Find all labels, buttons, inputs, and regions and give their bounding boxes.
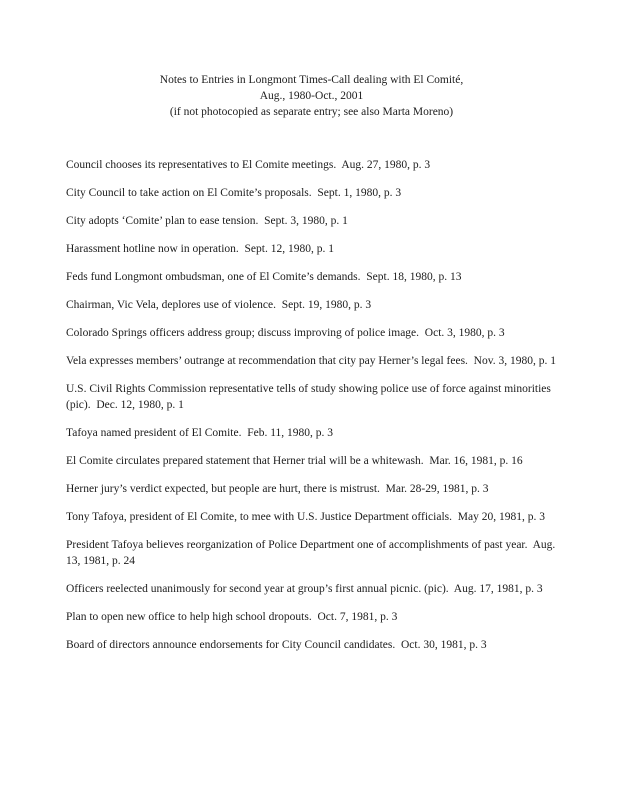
entry: President Tafoya believes reorganization of Police Department one of accomplishments of past year. Aug. 13, 1981, p. 24: [66, 538, 559, 567]
entry: Council chooses its representatives to El Comite meetings. Aug. 27, 1980, p. 3: [66, 159, 431, 172]
entry: Harassment hotline now in operation. Sept. 12, 1980, p. 1: [66, 243, 334, 256]
entry: Tafoya named president of El Comite. Feb. 11, 1980, p. 3: [66, 427, 334, 440]
document-title: [61, 73, 562, 120]
title-line-2: Aug., 1980-Oct., 2001: [259, 89, 364, 102]
entry: Colorado Springs officers address group; discuss improving of police image. Oct. 3, 1980, p. 3: [66, 327, 505, 340]
title-line-1: Notes to Entries in Longmont Times-Call dealing with El Comité,: [159, 74, 464, 86]
entry: Herner jury’s verdict expected, but people are hurt, there is mistrust. Mar. 28-29, 1981, p. 3: [66, 483, 489, 496]
entry: Feds fund Longmont ombudsman, one of El Comite’s demands. Sept. 18, 1980, p. 13: [66, 271, 462, 284]
entry: Tony Tafoya, president of El Comite, to mee with U.S. Justice Department officials. May 20, 1981, p. 3: [66, 511, 545, 523]
entry: Board of directors announce endorsements for City Council candidates. Oct. 30, 1981, p. 3: [66, 638, 487, 651]
entry: Plan to open new office to help high school dropouts. Oct. 7, 1981, p. 3: [66, 610, 398, 623]
entry: U.S. Civil Rights Commission representative tells of study showing police use of force against minorities (pic). Dec. 12, 1980, p. 1: [66, 383, 554, 412]
entry: City adopts ‘Comite’ plan to ease tension. Sept. 3, 1980, p. 1: [66, 215, 348, 228]
entry: Vela expresses members’ outrange at recommendation that city pay Herner’s legal fees. Nov. 3, 1980, p. 1: [66, 355, 556, 368]
entry: El Comite circulates prepared statement that Herner trial will be a whitewash. Mar. 16, 1981, p. 16: [66, 455, 523, 468]
entry: Officers reelected unanimously for second year at group’s first annual picnic. (pic). Aug. 17, 1981, p. 3: [66, 582, 543, 595]
title-line-3: (if not photocopied as separate entry; see also Marta Moreno): [169, 105, 454, 118]
entry: City Council to take action on El Comite’s proposals. Sept. 1, 1980, p. 3: [66, 187, 402, 200]
entry: Chairman, Vic Vela, deplores use of violence. Sept. 19, 1980, p. 3: [66, 299, 372, 312]
entry-list: [66, 158, 562, 653]
